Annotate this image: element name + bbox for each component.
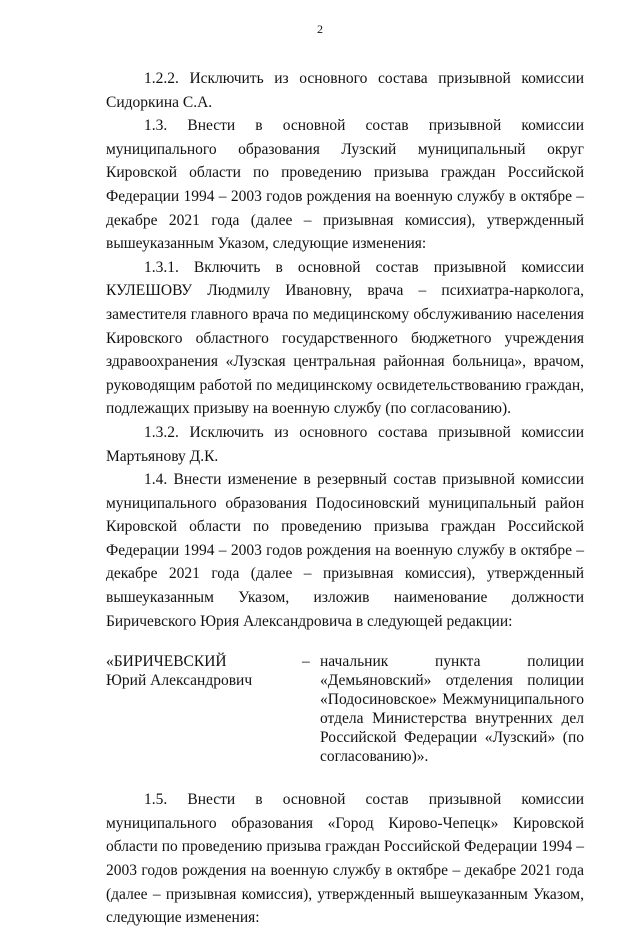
personnel-entry: [106, 652, 584, 766]
person-name: [106, 652, 302, 766]
paragraph-1-2-2: 1.2.2. Исключить из основного состава призывной комиссии Сидоркина С.А.: [106, 70, 584, 111]
person-position: начальник пункта полиции «Демьяновский» отделения полиции «Подосиновское» Межмуниципального отдела Министерства внутренних дел Российской Федерации «Лузский» (по согласованию)».: [320, 653, 584, 766]
paragraph-1-3-1: 1.3.1. Включить в основной состав призывной комиссии КУЛЕШОВУ Людмилу Ивановну, врача – психиатра-нарколога, заместителя главного врача по медицинскому обслуживанию населения Кировского областного государственного бюджетного учреждения здравоохранения «Лузская центральная районная больница», врачом, руководящим работой по медицинскому освидетельствованию граждан, подлежащих призыву на военную службу (по согласованию).: [106, 258, 584, 418]
paragraph-1-3-2: 1.3.2. Исключить из основного состава призывной комиссии Мартьянову Д.К.: [106, 423, 584, 465]
person-surname: «БИРИЧЕВСКИЙ: [106, 653, 227, 671]
section-spacer: [106, 766, 584, 788]
paragraph-1-4: 1.4. Внести изменение в резервный состав призывной комиссии муниципального образования Подосиновский муниципальный район Кировской области по проведению призыва граждан Российской Федерации 1994 – 2003 годов рождения на военную службу в октябре – декабре 2021 года (далее – призывная комиссия), утвержденный вышеуказанным Указом, изложив наименование должности Биричевского Юрия Александровича в следующей редакции:: [106, 471, 584, 630]
document-body: [106, 67, 584, 930]
paragraph-1-3: 1.3. Внести в основной состав призывной комиссии муниципального образования Лузский муниципальный округ Кировской области по проведению призыва граждан Российской Федерации 1994 – 2003 годов рождения на военную службу в октябре – декабре 2021 года (далее – призывная комиссия), утвержденный вышеуказанным Указом, следующие изменения:: [106, 117, 584, 253]
page-number: 2: [317, 22, 323, 36]
paragraph-1-5: 1.5. Внести в основной состав призывной комиссии муниципального образования «Город Кирово-Чепецк» Кировской области по проведению призыва граждан Российской Федерации 1994 – 2003 годов рождения на военную службу в октябре – декабре 2021 года (далее – призывная комиссия), утвержденный вышеуказанным Указом, следующие изменения:: [106, 791, 584, 927]
person-given-names: Юрий Александрович: [106, 672, 253, 690]
entry-dash: –: [302, 653, 310, 671]
